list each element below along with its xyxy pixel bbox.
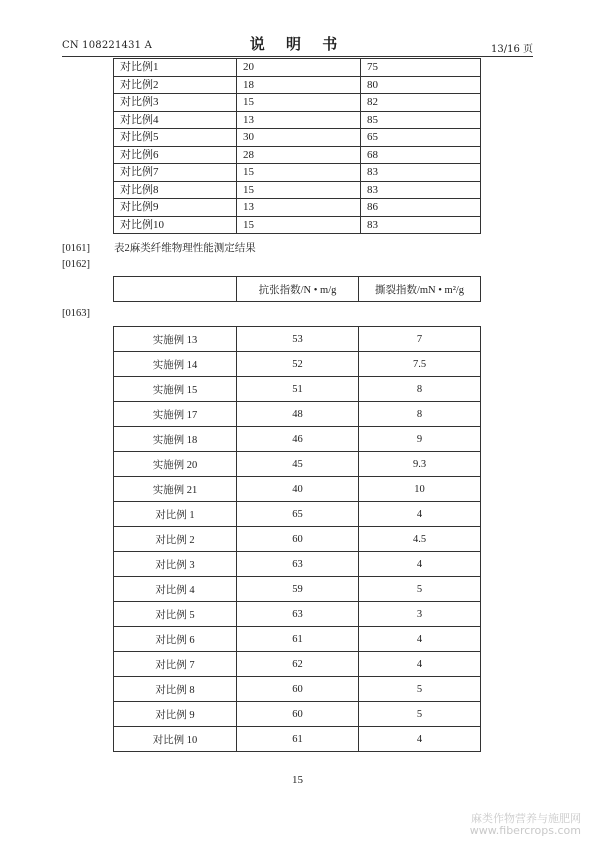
table-row — [114, 427, 481, 452]
value-cell: 15 — [237, 94, 361, 112]
table-row — [114, 402, 481, 427]
paragraph-tag: [0163] — [62, 308, 90, 319]
row-label-cell: 实施例 14 — [114, 352, 237, 377]
results-table — [113, 326, 481, 752]
watermark-site-name: 麻类作物营养与施肥网 — [471, 812, 581, 825]
value-cell: 4 — [359, 552, 481, 577]
table-row — [114, 94, 481, 112]
paragraph-tag: [0162] — [62, 259, 90, 270]
header-rule — [62, 56, 533, 57]
value-cell: 68 — [361, 146, 481, 164]
paragraph-0163 — [62, 308, 114, 319]
value-cell: 82 — [361, 94, 481, 112]
row-label-cell: 对比例 6 — [114, 627, 237, 652]
row-label-cell: 对比例7 — [114, 164, 237, 182]
row-label-cell: 对比例 4 — [114, 577, 237, 602]
row-label-cell: 实施例 13 — [114, 327, 237, 352]
value-cell: 60 — [237, 677, 359, 702]
value-cell: 75 — [361, 59, 481, 77]
value-cell: 18 — [237, 76, 361, 94]
value-cell: 8 — [359, 377, 481, 402]
table-row — [114, 727, 481, 752]
value-cell: 65 — [237, 502, 359, 527]
table-row — [114, 552, 481, 577]
value-cell: 51 — [237, 377, 359, 402]
value-cell: 83 — [361, 216, 481, 234]
value-cell: 52 — [237, 352, 359, 377]
row-label-cell: 对比例1 — [114, 59, 237, 77]
value-cell: 59 — [237, 577, 359, 602]
row-label-cell: 对比例 9 — [114, 702, 237, 727]
table-row — [114, 352, 481, 377]
row-label-cell: 对比例 5 — [114, 602, 237, 627]
row-label-cell: 对比例3 — [114, 94, 237, 112]
row-label-cell: 对比例9 — [114, 199, 237, 217]
table-row — [114, 129, 481, 147]
row-label-cell: 对比例2 — [114, 76, 237, 94]
table-row — [114, 164, 481, 182]
value-cell: 45 — [237, 452, 359, 477]
value-cell: 63 — [237, 552, 359, 577]
paragraph-tag: [0161] — [62, 243, 90, 254]
value-cell: 13 — [237, 199, 361, 217]
header-cell-blank — [114, 277, 237, 302]
value-cell: 7.5 — [359, 352, 481, 377]
header-doc-number: CN 108221431 A — [62, 40, 153, 51]
value-cell: 85 — [361, 111, 481, 129]
value-cell: 86 — [361, 199, 481, 217]
row-label-cell: 实施例 21 — [114, 477, 237, 502]
row-label-cell: 实施例 17 — [114, 402, 237, 427]
value-cell: 83 — [361, 164, 481, 182]
paragraph-0161 — [62, 240, 256, 255]
row-label-cell: 实施例 15 — [114, 377, 237, 402]
paragraph-text: 表2麻类纤维物理性能测定结果 — [114, 243, 256, 254]
table-row — [114, 76, 481, 94]
row-label-cell: 实施例 20 — [114, 452, 237, 477]
table-row — [114, 677, 481, 702]
value-cell: 65 — [361, 129, 481, 147]
value-cell: 4.5 — [359, 527, 481, 552]
table-row — [114, 652, 481, 677]
value-cell: 15 — [237, 181, 361, 199]
value-cell: 4 — [359, 652, 481, 677]
row-label-cell: 对比例 1 — [114, 502, 237, 527]
value-cell: 9.3 — [359, 452, 481, 477]
value-cell: 10 — [359, 477, 481, 502]
value-cell: 15 — [237, 216, 361, 234]
table-row — [114, 111, 481, 129]
table-row — [114, 199, 481, 217]
table-row — [114, 59, 481, 77]
row-label-cell: 对比例 8 — [114, 677, 237, 702]
table-header-row — [114, 277, 481, 302]
table-row — [114, 377, 481, 402]
value-cell: 28 — [237, 146, 361, 164]
table-row — [114, 702, 481, 727]
header-cell-tear-index: 撕裂指数/mN • m²/g — [359, 277, 481, 302]
value-cell: 5 — [359, 702, 481, 727]
row-label-cell: 对比例 10 — [114, 727, 237, 752]
row-label-cell: 对比例10 — [114, 216, 237, 234]
row-label-cell: 对比例 2 — [114, 527, 237, 552]
table-row — [114, 477, 481, 502]
table-row — [114, 181, 481, 199]
value-cell: 30 — [237, 129, 361, 147]
value-cell: 4 — [359, 727, 481, 752]
value-cell: 9 — [359, 427, 481, 452]
value-cell: 8 — [359, 402, 481, 427]
value-cell: 4 — [359, 502, 481, 527]
row-label-cell: 实施例 18 — [114, 427, 237, 452]
value-cell: 20 — [237, 59, 361, 77]
watermark-url: www.fibercrops.com — [469, 824, 581, 837]
value-cell: 5 — [359, 677, 481, 702]
row-label-cell: 对比例 7 — [114, 652, 237, 677]
value-cell: 83 — [361, 181, 481, 199]
value-cell: 15 — [237, 164, 361, 182]
results-header-table — [113, 276, 481, 302]
table-row — [114, 577, 481, 602]
row-label-cell: 对比例8 — [114, 181, 237, 199]
value-cell: 46 — [237, 427, 359, 452]
row-label-cell: 对比例5 — [114, 129, 237, 147]
table-row — [114, 502, 481, 527]
table-row — [114, 627, 481, 652]
value-cell: 60 — [237, 702, 359, 727]
header-cell-tensile-index: 抗张指数/N • m/g — [237, 277, 359, 302]
value-cell: 80 — [361, 76, 481, 94]
value-cell: 3 — [359, 602, 481, 627]
value-cell: 60 — [237, 527, 359, 552]
row-label-cell: 对比例4 — [114, 111, 237, 129]
value-cell: 4 — [359, 627, 481, 652]
value-cell: 63 — [237, 602, 359, 627]
row-label-cell: 对比例 3 — [114, 552, 237, 577]
header-page-ref: 13/16 页 — [491, 44, 533, 55]
value-cell: 48 — [237, 402, 359, 427]
table-row — [114, 602, 481, 627]
value-cell: 62 — [237, 652, 359, 677]
row-label-cell: 对比例6 — [114, 146, 237, 164]
value-cell: 53 — [237, 327, 359, 352]
header-title: 说 明 书 — [249, 35, 346, 53]
table-row — [114, 216, 481, 234]
table-row — [114, 146, 481, 164]
paragraph-0162 — [62, 259, 114, 270]
value-cell: 61 — [237, 627, 359, 652]
value-cell: 5 — [359, 577, 481, 602]
comparison-table-top — [113, 58, 481, 234]
table-row — [114, 527, 481, 552]
table-row — [114, 452, 481, 477]
value-cell: 40 — [237, 477, 359, 502]
value-cell: 61 — [237, 727, 359, 752]
value-cell: 7 — [359, 327, 481, 352]
table-row — [114, 327, 481, 352]
page-number: 15 — [292, 774, 303, 786]
value-cell: 13 — [237, 111, 361, 129]
